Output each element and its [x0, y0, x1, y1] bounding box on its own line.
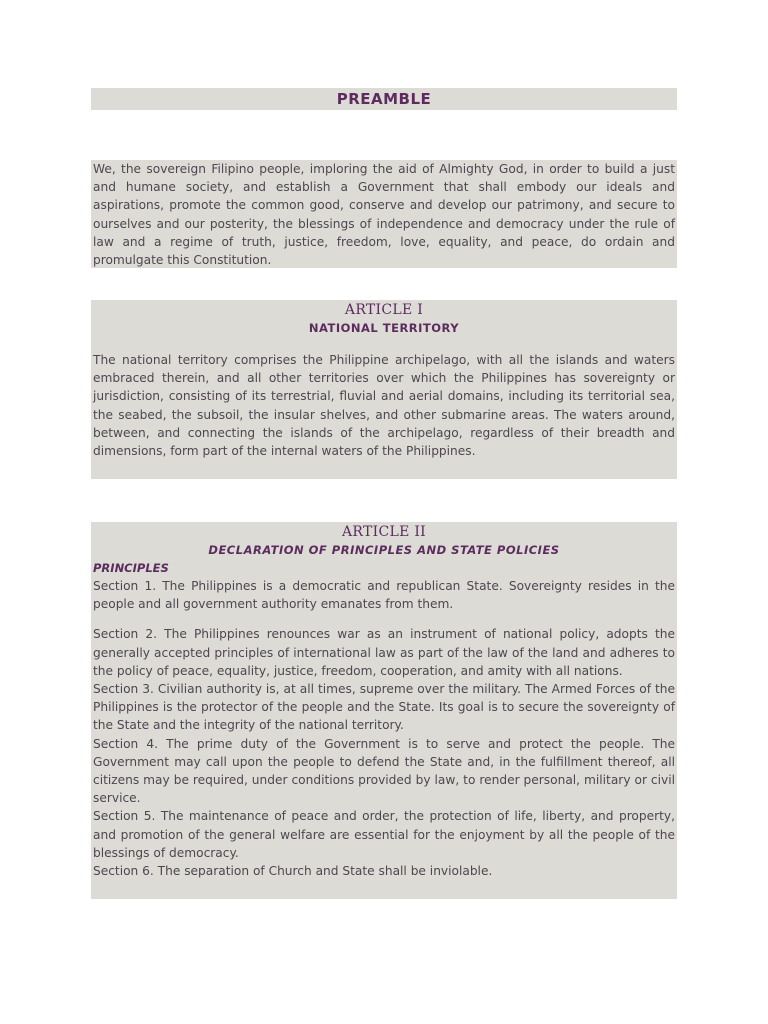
section-6-text: Section 6. The separation of Church and State shall be inviolable. [93, 864, 493, 879]
section-3-text: Section 3. Civilian authority is, at all times, supreme over the military. The Armed Forces of the Philippines is the protector of the people and the State. Its goal is to secure the sovereignty of the State and the integrity of the national territory. [93, 682, 675, 733]
section-1-text: Section 1. The Philippines is a democratic and republican State. Sovereignty resides in the people and all government authority emanates from them. [93, 579, 675, 612]
section-2-text: Section 2. The Philippines renounces war as an instrument of national policy, adopts the generally accepted principles of international law as part of the law of the land and adheres to the policy of peace, equality, justice, freedom, cooperation, and amity with all nations. [93, 627, 675, 678]
section-4-text: Section 4. The prime duty of the Government is to serve and protect the people. The Government may call upon the people to defend the State and, in the fulfillment thereof, all citizens may be required, under conditions provided by law, to render personal, military or civil service. [93, 736, 675, 806]
preamble-title-bar [91, 88, 677, 110]
article-1-subheading: NATIONAL TERRITORY [308, 321, 460, 335]
preamble-title: PREAMBLE [336, 90, 432, 108]
article-1-section [91, 300, 677, 479]
preamble-section [91, 160, 677, 268]
article-2-heading: ARTICLE II [341, 524, 426, 540]
article-1-heading: ARTICLE I [344, 302, 424, 318]
article-2-subheading: DECLARATION OF PRINCIPLES AND STATE POLICIES [208, 543, 560, 557]
section-5-text: Section 5. The maintenance of peace and order, the protection of life, liberty, and property, and promotion of the general welfare are essential for the enjoyment by all the people of the blessings of democracy. [93, 809, 675, 860]
preamble-text: We, the sovereign Filipino people, imploring the aid of Almighty God, in order to build a just and humane society, and establish a Government that shall embody our ideals and aspirations, promote the common good, conserve and develop our patrimony, and secure to ourselves and our posterity, the blessings of independence and democracy under the rule of law and a regime of truth, justice, freedom, love, equality, and peace, do ordain and promulgate this Constitution. [93, 162, 675, 268]
article-1-text: The national territory comprises the Philippine archipelago, with all the islands and waters embraced therein, and all other territories over which the Philippines has sovereignty or jurisdiction, consisting of its terrestrial, fluvial and aerial domains, including its territorial sea, the seabed, the subsoil, the insular shelves, and other submarine areas. The waters around, between, and connecting the islands of the archipelago, regardless of their breadth and dimensions, form part of the internal waters of the Philippines. [93, 353, 675, 459]
principles-label: PRINCIPLES [93, 561, 169, 575]
article-2-section [91, 522, 677, 899]
